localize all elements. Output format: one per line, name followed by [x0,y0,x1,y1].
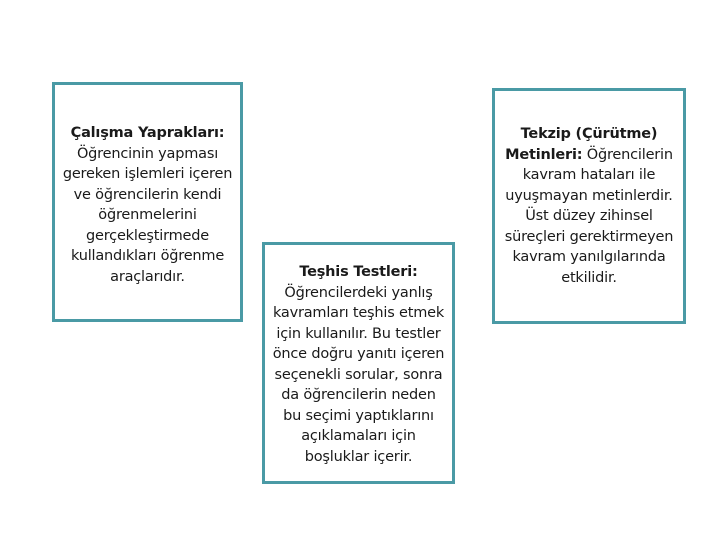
refutation-texts-term: Tekzip (Çürütme) Metinleri: [505,126,658,163]
diagnostic-tests-description: Öğrencilerdeki yanlış kavramları teşhis etmek için kullanılır. Bu testler önce doğru yanıtı içeren seçenekli sorular, sonra da öğrencilerin neden bu seçimi yaptıklarını açıklamaları için boşluklar içerir. [272,284,445,465]
refutation-texts-text [501,124,677,288]
refutation-texts-box [492,88,686,324]
diagnostic-tests-box [262,242,455,484]
diagnostic-tests-text [271,262,446,467]
diagnostic-tests-term: Teşhis Testleri: [299,264,418,280]
worksheets-term: Çalışma Yaprakları: [70,125,225,141]
worksheets-box [52,82,243,322]
refutation-texts-description: Öğrencilerin kavram hataları ile uyuşmayan metinlerdir. Üst düzey zihinsel süreçleri gerektirmeyen kavram yanılgılarında etkilidir. [504,146,674,286]
worksheets-description: Öğrencinin yapması gereken işlemleri içeren ve öğrencilerin kendi öğrenmelerini gerçekleştirmede kullandıkları öğrenme araçlarıdır. [62,145,233,285]
worksheets-text [61,123,234,287]
